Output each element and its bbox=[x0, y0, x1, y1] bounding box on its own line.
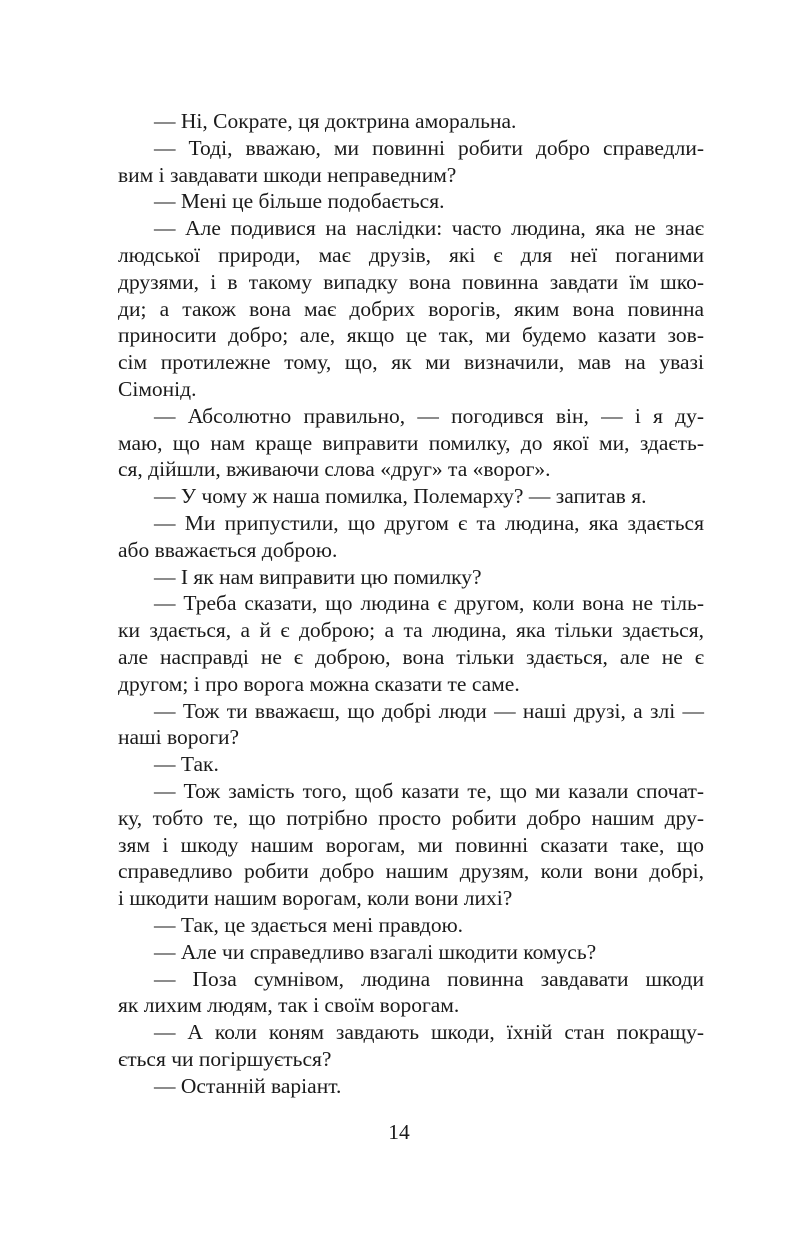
text-line: маю, що нам краще виправити помилку, до якої ми, здаєть- bbox=[118, 430, 704, 455]
text-line: — Але чи справедливо взагалі шкодити комусь? bbox=[154, 939, 597, 964]
text-line: — Тож замість того, щоб казати те, що ми казали спочат- bbox=[154, 778, 704, 803]
text-line: — Останній варіант. bbox=[154, 1073, 342, 1098]
text-line: — І як нам виправити цю помилку? bbox=[154, 564, 482, 589]
body-text bbox=[118, 108, 704, 1099]
text-line: ку, тобто те, що потрібно просто робити добро нашим дру- bbox=[118, 805, 704, 830]
text-line: вим і завдавати шкоди неправедним? bbox=[118, 162, 457, 187]
text-line: — Тоді, вважаю, ми повинні робити добро справедли- bbox=[154, 135, 704, 160]
page-number: 14 bbox=[388, 1120, 410, 1144]
text-line: — Так, це здається мені правдою. bbox=[154, 912, 463, 937]
text-line: — Так. bbox=[154, 752, 219, 777]
text-line: ди; а також вона має добрих ворогів, яким вона повинна bbox=[118, 296, 704, 321]
text-line: — Треба сказати, що людина є другом, коли вона не тіль- bbox=[154, 591, 704, 616]
text-line: або вважається доброю. bbox=[118, 537, 338, 562]
text-line: друзями, і в такому випадку вона повинна завдати їм шко- bbox=[118, 269, 704, 294]
text-line: — Абсолютно правильно, — погодився він, — і я ду- bbox=[154, 403, 704, 428]
text-line: ся, дійшли, вживаючи слова «друг» та «ворог». bbox=[118, 457, 551, 482]
text-line: сім протилежне тому, що, як ми визначили, мав на увазі bbox=[118, 350, 704, 375]
text-line: — У чому ж наша помилка, Полемарху? — запитав я. bbox=[154, 484, 647, 509]
text-line: ки здається, а й є доброю; а та людина, яка тільки здається, bbox=[118, 618, 704, 643]
text-line: — А коли коням завдають шкоди, їхній стан покращу- bbox=[154, 1020, 704, 1045]
text-line: людської природи, має друзів, які є для неї поганими bbox=[118, 242, 704, 267]
text-line: — Тож ти вважаєш, що добрі люди — наші друзі, а злі — bbox=[154, 698, 704, 723]
text-line: приносити добро; але, якщо це так, ми будемо казати зов- bbox=[118, 323, 704, 348]
text-line: ється чи погіршується? bbox=[118, 1046, 332, 1071]
text-line: і шкодити нашим ворогам, коли вони лихі? bbox=[118, 886, 513, 911]
text-line: другом; і про ворога можна сказати те саме. bbox=[118, 671, 520, 696]
text-line: справедливо робити добро нашим друзям, коли вони добрі, bbox=[118, 859, 704, 884]
text-line: — Поза сумнівом, людина повинна завдавати шкоди bbox=[154, 966, 704, 991]
text-line: як лихим людям, так і своїм ворогам. bbox=[118, 993, 460, 1018]
text-line: — Мені це більше подобається. bbox=[154, 189, 445, 214]
text-line: Сімонід. bbox=[118, 376, 197, 401]
text-line: наші вороги? bbox=[118, 725, 240, 750]
text-line: зям і шкоду нашим ворогам, ми повинні сказати таке, що bbox=[118, 832, 704, 857]
text-line: але насправді не є доброю, вона тільки здається, але не є bbox=[118, 644, 704, 669]
text-line: — Але подивися на наслідки: часто людина, яка не знає bbox=[154, 216, 704, 241]
text-line: — Ми припустили, що другом є та людина, яка здається bbox=[154, 510, 704, 535]
text-line: — Ні, Сократе, ця доктрина аморальна. bbox=[154, 109, 517, 133]
